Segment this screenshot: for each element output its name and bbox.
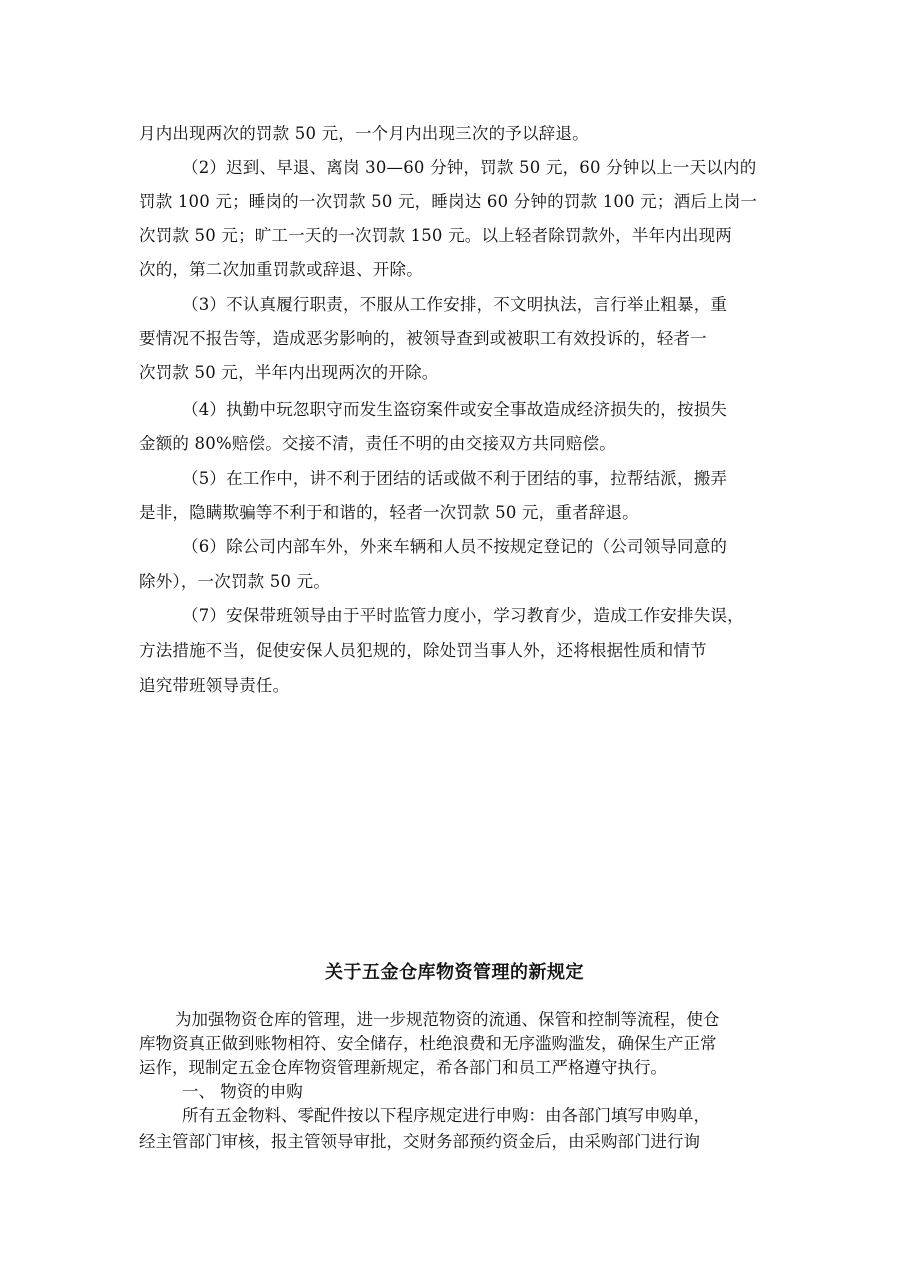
paragraph-line: 次的，第二次加重罚款或辞退、开除。: [139, 260, 423, 279]
paragraph-line: 月内出现两次的罚款 50 元，一个月内出现三次的予以辞退。: [139, 124, 589, 143]
paragraph-line: 经主管部门审核，报主管领导审批，交财务部预约资金后，由采购部门进行询: [139, 1132, 700, 1151]
paragraph-line: 除外），一次罚款 50 元。: [139, 572, 331, 591]
paragraph-line: 追究带班领导责任。: [139, 676, 290, 695]
paragraph-line: 罚款 100 元；睡岗的一次罚款 50 元，睡岗达 60 分钟的罚款 100 元；酒后上岗一: [139, 192, 758, 211]
paragraph-line: （2）迟到、早退、离岗 30—60 分钟，罚款 50 元，60 分钟以上一天以内的: [182, 158, 757, 177]
paragraph-line: 次罚款 50 元；旷工一天的一次罚款 150 元。以上轻者除罚款外，半年内出现两: [139, 226, 732, 245]
paragraph-line: 为加强物资仓库的管理，进一步规范物资的流通、保管和控制等流程，使仓: [175, 1010, 720, 1029]
paragraph-line: 运作，现制定五金仓库物资管理新规定，希各部门和员工严格遵守执行。: [139, 1058, 667, 1077]
paragraph-line: 所有五金物料、零配件按以下程序规定进行申购：由各部门填写申购单，: [182, 1106, 710, 1125]
paragraph-line: 方法措施不当，促使安保人员犯规的，除处罚当事人外，还将根据性质和情节: [139, 641, 707, 660]
subheading-line: 一、 物资的申购: [182, 1082, 303, 1101]
paragraph-line: （3）不认真履行职责，不服从工作安排，不文明执法，言行举止粗暴，重: [182, 295, 728, 314]
paragraph-line: 金额的 80%赔偿。交接不清，责任不明的由交接双方共同赔偿。: [139, 434, 616, 453]
paragraph-line: （4）执勤中玩忽职守而发生盗窃案件或安全事故造成经济损失的，按损失: [182, 400, 728, 419]
paragraph-line: （5）在工作中，讲不利于团结的话或做不利于团结的事，拉帮结派，搬弄: [182, 469, 728, 488]
paragraph-line: 要情况不报告等，造成恶劣影响的，被领导查到或被职工有效投诉的，轻者一: [139, 329, 707, 348]
paragraph-line: 是非，隐瞒欺骗等不利于和谐的，轻者一次罚款 50 元，重者辞退。: [139, 503, 639, 522]
section-title: 关于五金仓库物资管理的新规定: [325, 962, 584, 983]
paragraph-line: （7）安保带班领导由于平时监管力度小，学习教育少，造成工作安排失误，: [182, 606, 744, 625]
paragraph-line: 库物资真正做到账物相符、安全储存，杜绝浪费和无序滥购滥发，确保生产正常: [139, 1034, 717, 1053]
paragraph-line: 次罚款 50 元，半年内出现两次的开除。: [139, 363, 439, 382]
paragraph-line: （6）除公司内部车外，外来车辆和人员不按规定登记的（公司领导同意的: [182, 537, 728, 556]
